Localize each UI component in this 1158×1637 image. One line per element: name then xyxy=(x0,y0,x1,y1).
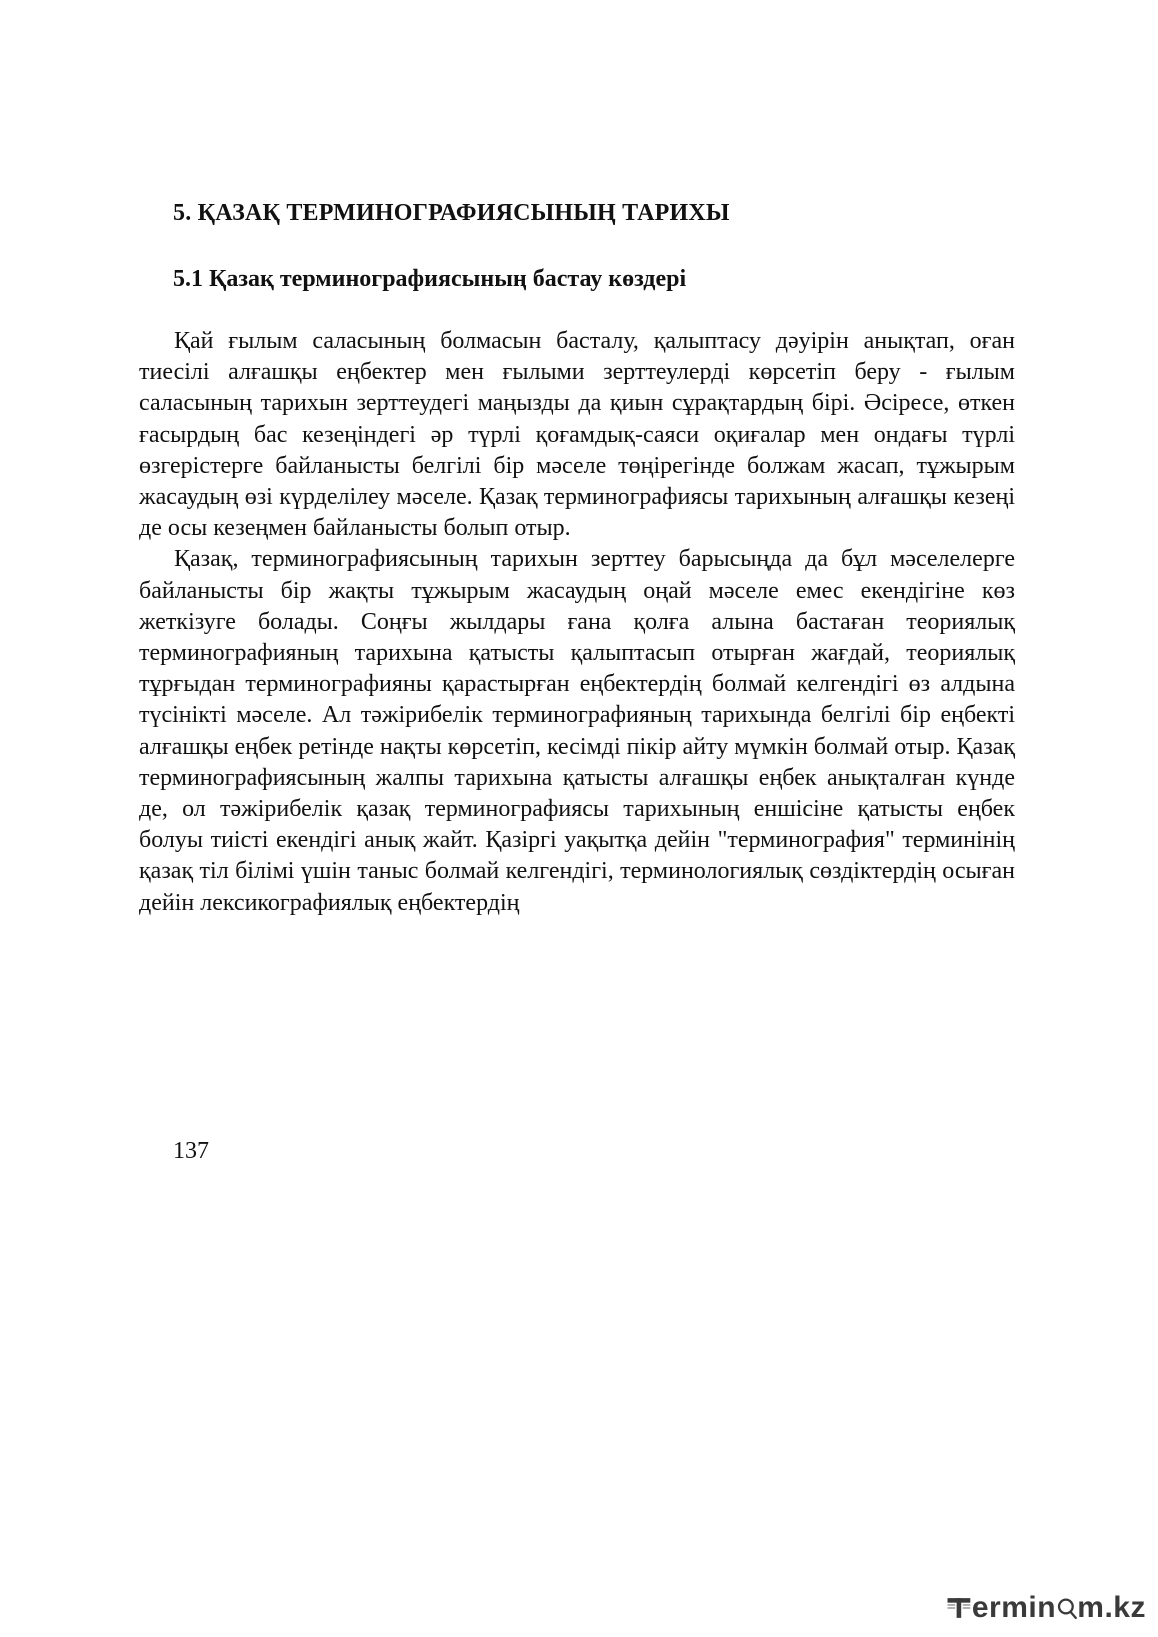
watermark-t-icon xyxy=(946,1591,972,1625)
site-watermark-logo xyxy=(946,1588,1146,1628)
paragraph: Қай ғылым саласының болмасын басталу, қалыптасу дәуірін анықтап, оған тиесілі алғашқы еңбектер мен ғылыми зерттеулерді көрсетіп беру - ғылым саласының тарихын зерттеудегі маңызды да қиын сұрақтардың бірі. Әсіресе, өткен ғасырдың бас кезеңіндегі әр түрлі қоғамдық-саяси оқиғалар мен ондағы түрлі өзгерістерге байланысты белгілі бір мәселе төңірегінде болжам жасап, тұжырым жасаудың өзі күрделілеу мәселе. Қазақ терминографиясы тарихының алғашқы кезеңі де осы кезеңмен байланысты болып отыр. xyxy=(139,328,1015,542)
section-title: 5.1 Қазақ терминографиясының бастау көздері xyxy=(173,266,687,292)
watermark-text-end: m.kz xyxy=(1077,1591,1146,1624)
body-text xyxy=(139,326,1015,919)
paragraph: Қазақ, терминографиясының тарихын зерттеу барысыңда да бұл мәселелерге байланысты бір жақты тұжырым жасаудың оңай мәселе емес екендігіне көз жеткізуге болады. Соңғы жылдары ғана қолға алына бастаған теориялық терминографияның тарихына қатысты қалыптасып отырған жағдай, теориялық тұрғыдан терминографияны қарастырған еңбектердің болмай келгендігі өз алдына түсінікті мәселе. Ал тәжірибелік терминографияның тарихында белгілі бір еңбекті алғашқы еңбек ретінде нақты көрсетіп, кесімді пікір айту мүмкін болмай отыр. Қазақ терминографиясының жалпы тарихына қатысты алғашқы еңбек анықталған күнде де, ол тәжірибелік қазақ терминографиясы тарихының еншісіне қатысты еңбек болуы тиісті екендігі анық жайт. Қазіргі уақытқа дейін "терминография" терминінің қазақ тіл білімі үшін таныс болмай келгендігі, терминологиялық сөздіктердің осыған дейін лексикографиялық еңбектердің xyxy=(139,546,1015,916)
watermark-text-start: ermin xyxy=(971,1591,1057,1624)
magnifier-icon xyxy=(1056,1593,1077,1623)
page-number: 137 xyxy=(173,1138,209,1164)
chapter-title: 5. ҚАЗАҚ ТЕРМИНОГРАФИЯСЫНЫҢ ТАРИХЫ xyxy=(173,200,730,226)
